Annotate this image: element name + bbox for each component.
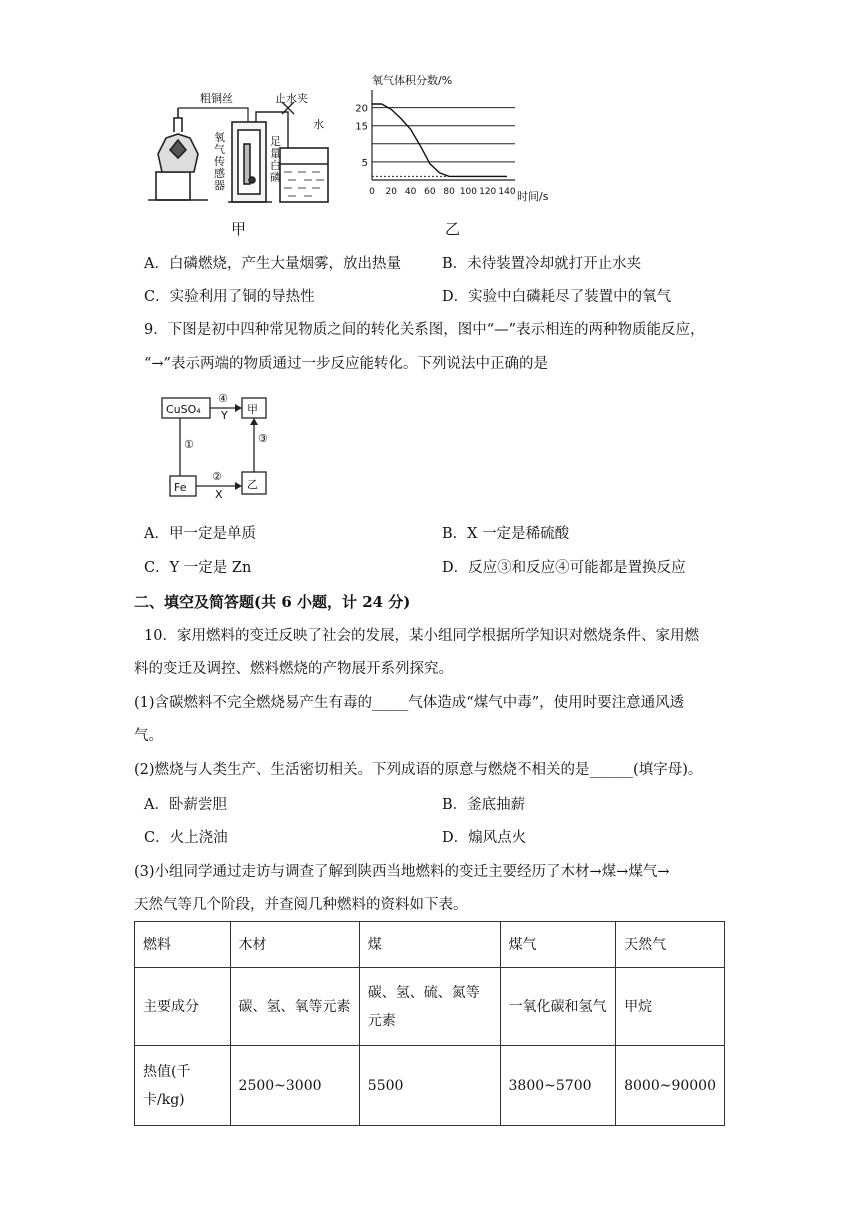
q8-option-c: C．实验利用了铜的导热性 bbox=[144, 289, 315, 305]
figure-jia-caption: 甲 bbox=[231, 220, 247, 238]
figure-yi-caption: 乙 bbox=[445, 220, 461, 238]
fuel-table bbox=[134, 921, 725, 1126]
table-cell: 碳、氢、氧等元素 bbox=[230, 968, 359, 1046]
fe-label: Fe bbox=[174, 481, 187, 494]
table-cell: 天然气 bbox=[616, 922, 725, 968]
q9-option-c: C．Y 一定是 Zn bbox=[144, 560, 252, 576]
chart-x-tick-label: 120 bbox=[479, 187, 497, 197]
table-row bbox=[135, 1046, 725, 1126]
label-4: ④ bbox=[218, 392, 228, 405]
q10-part3-line2: 天然气等几个阶段，并查阅几种燃料的资料如下表。 bbox=[134, 897, 468, 913]
chart-x-tick-label: 0 bbox=[369, 187, 375, 197]
q10-part1-line2: 气。 bbox=[134, 728, 163, 744]
q10-part1-line1: (1)含碳燃料不完全燃烧易产生有毒的_____气体造成“煤气中毒”，使用时要注意通风透 bbox=[134, 695, 685, 711]
q10-option-a: A．卧薪尝胆 bbox=[144, 797, 227, 813]
label-x: X bbox=[215, 488, 223, 501]
label-water: 水 bbox=[313, 118, 324, 131]
table-cell: 热值(千卡/kg) bbox=[135, 1046, 231, 1126]
jia-label: 甲 bbox=[247, 403, 258, 416]
q8-option-d: D．实验中白磷耗尽了装置中的氧气 bbox=[442, 289, 672, 305]
label-water-clamp: 止水夹 bbox=[275, 92, 308, 105]
q8-option-b: B．未待装置冷却就打开止水夹 bbox=[442, 256, 642, 272]
label-3: ③ bbox=[258, 432, 268, 445]
table-cell: 碳、氢、硫、氮等元素 bbox=[359, 968, 500, 1046]
table-cell: 甲烷 bbox=[616, 968, 725, 1046]
table-cell: 一氧化碳和氢气 bbox=[500, 968, 616, 1046]
chart-ylabel: 氧气体积分数/% bbox=[372, 74, 453, 87]
q10-option-b: B．釜底抽薪 bbox=[442, 797, 526, 813]
table-cell: 煤 bbox=[359, 922, 500, 968]
q10-stem-line1: 10．家用燃料的变迁反映了社会的发展，某小组同学根据所学知识对燃烧条件、家用燃 bbox=[144, 628, 699, 644]
label-copper-wire: 粗铜丝 bbox=[200, 92, 233, 105]
table-cell: 8000~90000 bbox=[616, 1046, 725, 1126]
chart-x-tick-label: 100 bbox=[459, 187, 478, 197]
q10-option-d: D．煽风点火 bbox=[442, 830, 527, 846]
chart-y-tick-label: 15 bbox=[355, 121, 368, 133]
chart-y-tick-label: 20 bbox=[355, 103, 368, 115]
chart-series-line bbox=[372, 104, 507, 176]
q9-option-b: B．X 一定是稀硫酸 bbox=[442, 526, 570, 542]
q10-part3-line1: (3)小组同学通过走访与调查了解到陕西当地燃料的变迁主要经历了木材→煤→煤气→ bbox=[134, 864, 670, 880]
label-oxygen-sensor: 氧气传感器 bbox=[214, 131, 225, 192]
oxygen-fraction-chart bbox=[350, 70, 555, 210]
q9-relation-diagram bbox=[160, 392, 280, 504]
table-cell: 燃料 bbox=[135, 922, 231, 968]
yi-label: 乙 bbox=[247, 478, 258, 491]
chart-x-tick-label: 80 bbox=[443, 187, 455, 197]
table-cell: 主要成分 bbox=[135, 968, 231, 1046]
chart-xlabel: 时间/s bbox=[517, 190, 549, 203]
table-row bbox=[135, 968, 725, 1046]
label-white-phosphorus: 足量白磷 bbox=[270, 135, 281, 184]
label-1: ① bbox=[184, 438, 194, 451]
chart-x-tick-label: 60 bbox=[424, 187, 436, 197]
chart-y-tick-label: 5 bbox=[361, 157, 368, 169]
table-cell: 木材 bbox=[230, 922, 359, 968]
q9-option-d: D．反应③和反应④可能都是置换反应 bbox=[442, 560, 686, 576]
q10-stem-line2: 料的变迁及调控、燃料燃烧的产物展开系列探究。 bbox=[134, 661, 453, 677]
q8-option-a: A．白磷燃烧，产生大量烟雾，放出热量 bbox=[144, 256, 401, 272]
table-row bbox=[135, 922, 725, 968]
q9-option-a: A．甲一定是单质 bbox=[144, 526, 256, 542]
table-cell: 煤气 bbox=[500, 922, 616, 968]
label-y: Y bbox=[221, 409, 228, 422]
table-cell: 5500 bbox=[359, 1046, 500, 1126]
q9-stem-line1: 9．下图是初中四种常见物质之间的转化关系图，图中“—”表示相连的两种物质能反应， bbox=[144, 322, 705, 338]
table-cell: 3800~5700 bbox=[500, 1046, 616, 1126]
table-cell: 2500~3000 bbox=[230, 1046, 359, 1126]
section2-heading: 二、填空及简答题(共 6 小题，计 24 分) bbox=[134, 593, 411, 611]
q10-part2: (2)燃烧与人类生产、生活密切相关。下列成语的原意与燃烧不相关的是______(填字母)。 bbox=[134, 762, 703, 778]
chart-x-tick-label: 140 bbox=[498, 187, 516, 197]
chart-x-tick-label: 20 bbox=[385, 187, 398, 197]
cuso4-label: CuSO₄ bbox=[166, 403, 201, 416]
label-2: ② bbox=[212, 470, 222, 483]
chart-x-tick-label: 40 bbox=[404, 187, 417, 197]
apparatus-figure bbox=[148, 84, 338, 206]
q9-stem-line2: “→”表示两端的物质通过一步反应能转化。下列说法中正确的是 bbox=[144, 356, 548, 372]
q10-option-c: C．火上浇油 bbox=[144, 830, 228, 846]
